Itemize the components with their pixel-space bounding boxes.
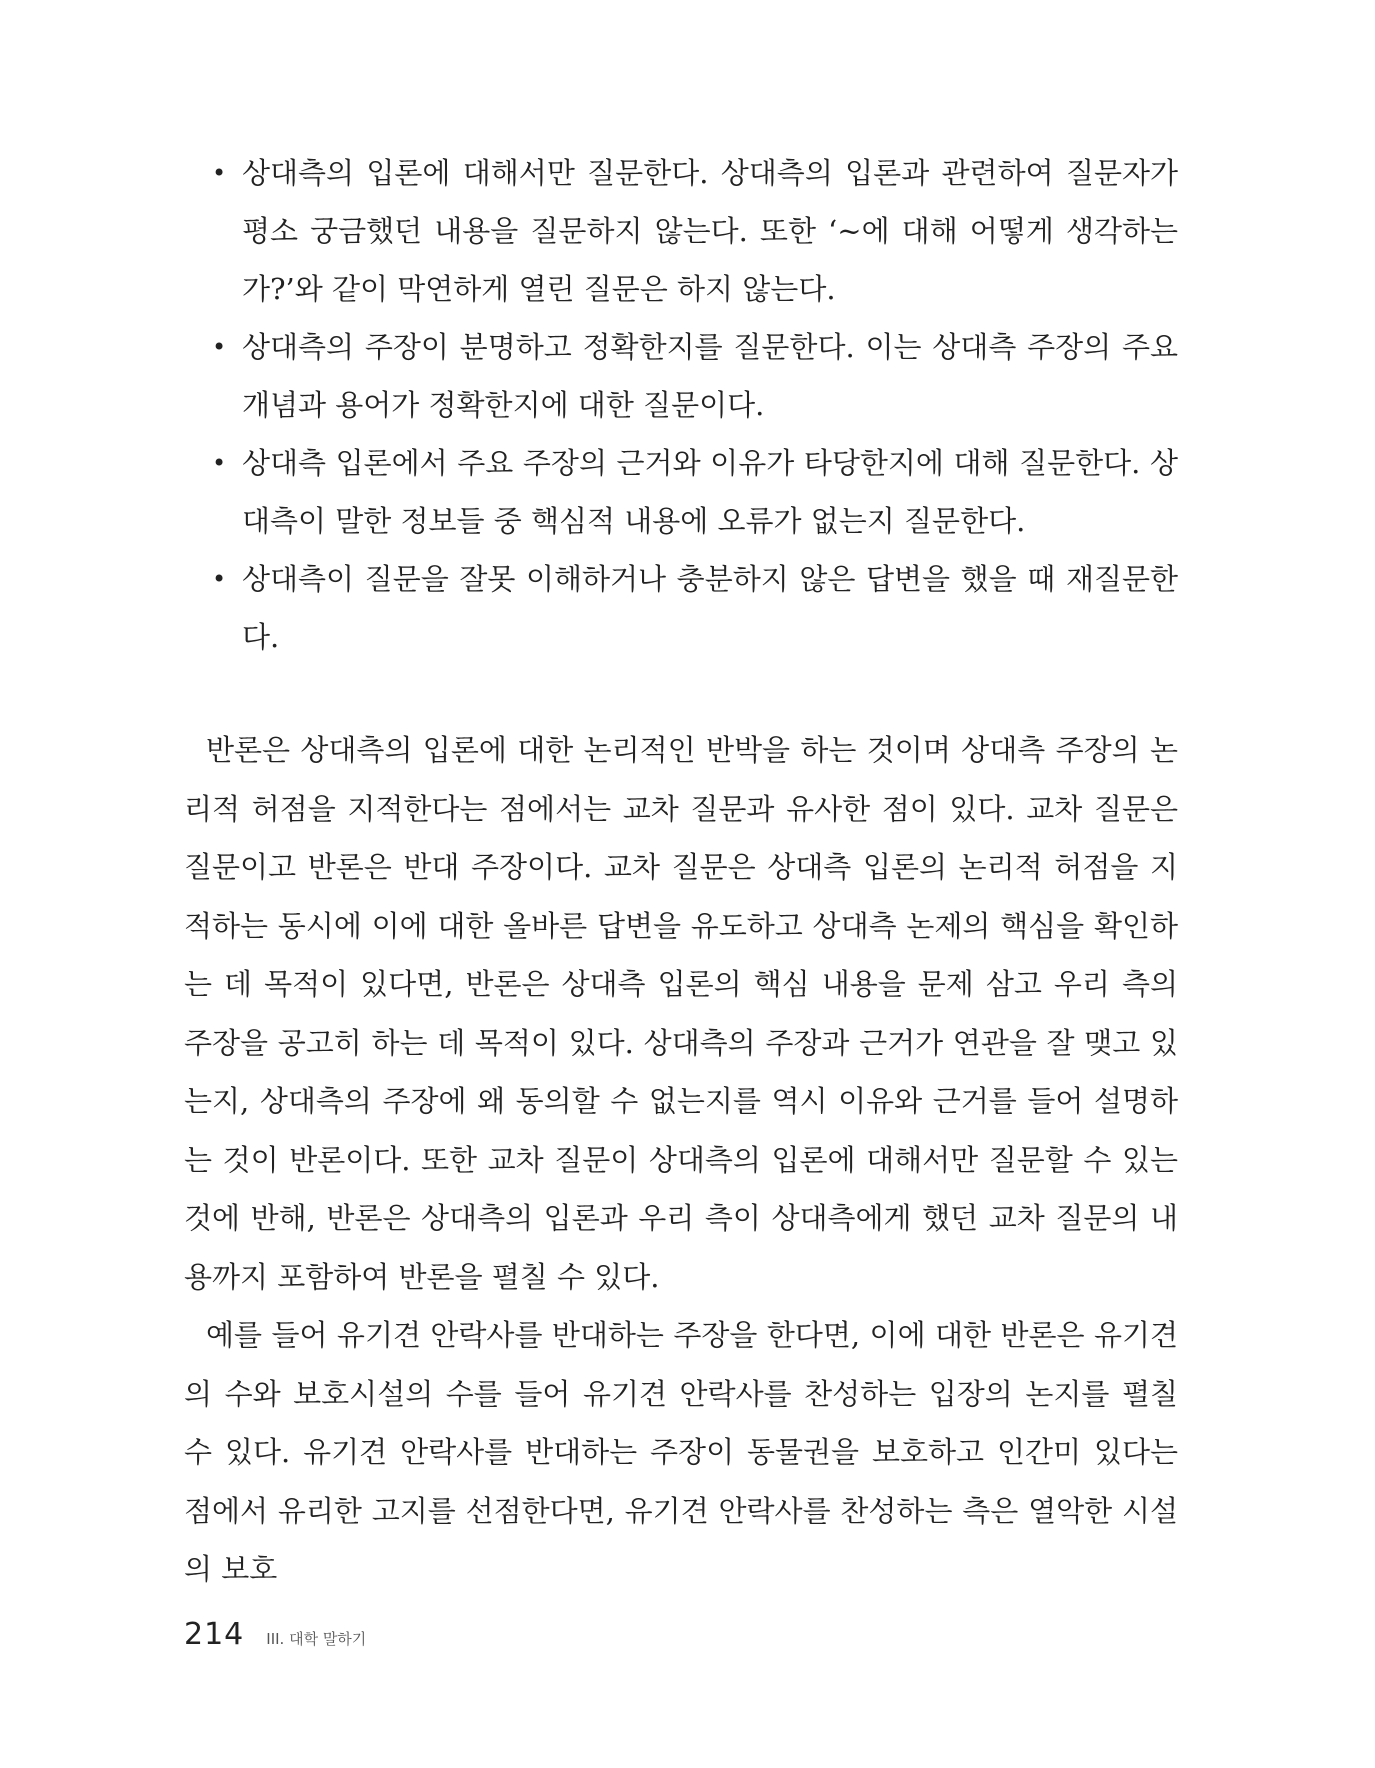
bullet-icon: • [212,449,227,477]
list-item-text: 상대측 입론에서 주요 주장의 근거와 이유가 타당한지에 대해 질문한다. 상대측이 말한 정보들 중 핵심적 내용에 오류가 없는지 질문한다. [242,446,1178,538]
page-number: 214 [184,1617,245,1652]
body-text [184,721,1178,1599]
page-footer [184,1617,366,1657]
paragraph-rebuttal-definition: 반론은 상대측의 입론에 대한 논리적인 반박을 하는 것이며 상대측 주장의 논리적 허점을 지적한다는 점에서는 교차 질문과 유사한 점이 있다. 교차 질문은 질문이고 반론은 반대 주장이다. 교차 질문은 상대측 입론의 논리적 허점을 지적하는 동시에 이에 대한 올바른 답변을 유도하고 상대측 논제의 핵심을 확인하는 데 목적이 있다면, 반론은 상대측 입론의 핵심 내용을 문제 삼고 우리 측의 주장을 공고히 하는 데 목적이 있다. 상대측의 주장과 근거가 연관을 잘 맺고 있는지, 상대측의 주장에 왜 동의할 수 없는지를 역시 이유와 근거를 들어 설명하는 것이 반론이다. 또한 교차 질문이 상대측의 입론에 대해서만 질문할 수 있는 것에 반해, 반론은 상대측의 입론과 우리 측이 상대측에게 했던 교차 질문의 내용까지 포함하여 반론을 펼칠 수 있다. [184,733,1178,1294]
list-item [208,318,1178,434]
bullet-icon: • [212,159,227,187]
list-item-text: 상대측의 주장이 분명하고 정확한지를 질문한다. 이는 상대측 주장의 주요 개념과 용어가 정확한지에 대한 질문이다. [242,330,1178,422]
list-item [208,550,1178,666]
bullet-icon: • [212,333,227,361]
question-guidelines-list [208,144,1178,666]
list-item-text: 상대측의 입론에 대해서만 질문한다. 상대측의 입론과 관련하여 질문자가 평소 궁금했던 내용을 질문하지 않는다. 또한 ‘~에 대해 어떻게 생각하는가?’와 같이 막연하게 열린 질문은 하지 않는다. [242,156,1178,306]
list-item [208,434,1178,550]
bullet-icon: • [212,565,227,593]
paragraph-example: 예를 들어 유기견 안락사를 반대하는 주장을 한다면, 이에 대한 반론은 유기견의 수와 보호시설의 수를 들어 유기견 안락사를 찬성하는 입장의 논지를 펼칠 수 있다. 유기견 안락사를 반대하는 주장이 동물권을 보호하고 인간미 있다는 점에서 유리한 고지를 선점한다면, 유기견 안락사를 찬성하는 측은 열악한 시설의 보호 [184,1318,1178,1586]
chapter-label: III. 대학 말하기 [266,1630,367,1648]
list-item-text: 상대측이 질문을 잘못 이해하거나 충분하지 않은 답변을 했을 때 재질문한다. [242,562,1178,654]
list-item [208,144,1178,318]
